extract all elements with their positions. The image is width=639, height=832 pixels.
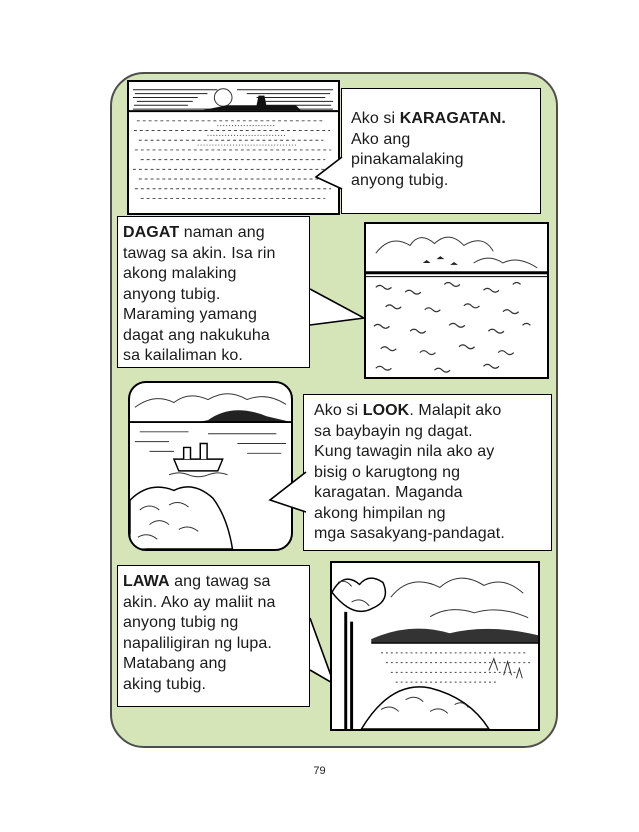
sea-illustration [364,222,549,379]
lawa-text-segment: Matabang ang [123,655,227,672]
karagatan-text [351,110,506,189]
dagat-text-segment: dagat ang nakukuha [123,326,270,344]
karagatan-text-segment: pinakamalaking [351,151,464,168]
lawa-text-segment: anyong tubig ng [123,614,239,631]
bay-ship-illustration [128,381,293,551]
speech-bubble-look [303,394,552,551]
look-text-segment: Ako si [314,402,363,419]
speech-bubble-karagatan [341,88,541,214]
look-text-segment: akong himpilan ng [314,504,446,522]
look-text-segment: LOOK [362,402,410,419]
karagatan-text-segment: Ako si [351,110,400,127]
look-text [314,402,505,542]
dagat-text [123,224,276,364]
look-text-segment: . Malapit ako [409,402,502,419]
look-text-segment: mga sasakyang-pandagat. [314,525,505,542]
lawa-text-segment: aking tubig. [123,675,207,693]
dagat-text-segment: tawag sa akin. Isa rin [123,244,276,262]
ocean-ship-illustration [127,80,340,215]
dagat-text-segment: naman ang [179,224,265,241]
look-text-segment: sa baybayin ng dagat. [314,422,473,440]
lawa-text [123,573,276,693]
lawa-text-segment: LAWA [123,573,170,590]
look-text-segment: bisig o karugtong ng [314,463,461,481]
lake-illustration [330,561,540,731]
dagat-text-segment: Maraming yamang [123,306,257,323]
karagatan-text-segment: Ako ang [351,130,411,148]
karagatan-text-segment: anyong tubig. [351,171,449,189]
dagat-text-segment: DAGAT [123,224,180,241]
dagat-text-segment: sa kailaliman ko. [123,347,243,364]
speech-tail-dagat [308,285,368,335]
dagat-text-segment: akong malaking [123,265,237,282]
lawa-text-segment: napaliligiran ng lupa. [123,634,272,652]
lawa-text-segment: akin. Ako ay maliit na [123,593,276,611]
dagat-text-segment: anyong tubig. [123,285,221,303]
speech-tail-look [268,468,308,518]
page-number: 79 [313,765,326,777]
speech-bubble-lawa [117,565,310,707]
look-text-segment: Kung tawagin nila ako ay [314,443,495,460]
speech-bubble-dagat [117,216,310,368]
look-text-segment: karagatan. Maganda [314,484,463,501]
speech-tail-karagatan [314,155,344,195]
lawa-text-segment: ang tawag sa [169,573,271,590]
karagatan-text-segment: KARAGATAN. [399,110,506,127]
